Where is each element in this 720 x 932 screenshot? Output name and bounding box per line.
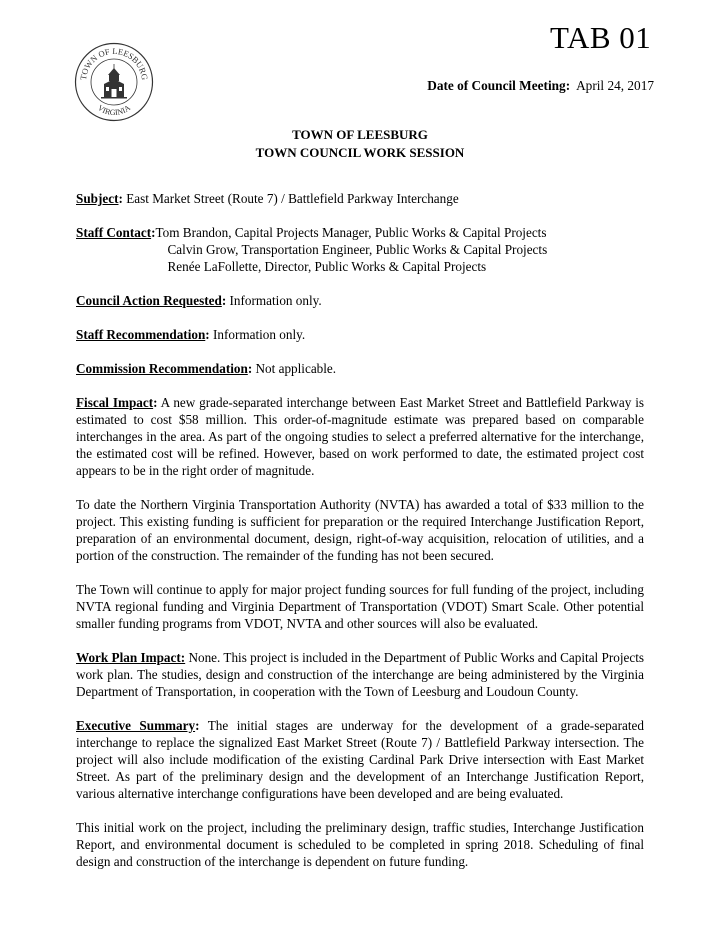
executive-summary-text: The initial stages are underway for the development of a grade-separated interchange to replace the signalized East Market Street (Route 7) / Battlefield Parkway intersection. The project will also include modification of the existing Cardinal Park Drive intersection with East Market Street. As part of the preliminary design and the development of an Interchange Justification Report, various alternative interchange configurations have been developed and are being evaluated. <box>76 718 644 801</box>
staff-contact-1: Tom Brandon, Capital Projects Manager, Public Works & Capital Projects <box>155 225 547 240</box>
council-action-text: Information only. <box>226 293 322 308</box>
fiscal-impact-colon: : <box>153 395 158 410</box>
fiscal-impact-label: Fiscal Impact <box>76 395 154 410</box>
council-action-colon: : <box>221 293 227 308</box>
staff-contact <box>76 224 644 275</box>
staff-recommendation-colon: : <box>205 327 210 342</box>
commission-recommendation-label: Commission Recommendation <box>76 361 248 376</box>
staff-contact-label: Staff Contact <box>76 225 152 240</box>
town-seal-logo <box>74 42 154 122</box>
meeting-date-value: April 24, 2017 <box>576 78 654 93</box>
council-action-label: Council Action Requested <box>76 293 222 308</box>
courthouse-icon <box>101 64 127 99</box>
staff-contact-3: Renée LaFollette, Director, Public Works & Capital Projects <box>167 259 487 274</box>
fiscal-nvta-paragraph: To date the Northern Virginia Transportation Authority (NVTA) has awarded a total of $33 million to the project. This existing funding is sufficient for preparation or the required Interchange Justification Report, preparation of an environmental document, design, right-of-way acquisition, relocation of utilities, and a portion of the construction. The remainder of the funding has not been secured. <box>76 497 644 563</box>
subject-colon: : <box>118 191 123 206</box>
subject-text: East Market Street (Route 7) / Battlefield Parkway Interchange <box>122 191 459 206</box>
fiscal-impact <box>76 394 644 479</box>
document-title <box>0 126 720 162</box>
meeting-date-label: Date of Council Meeting: <box>427 78 571 93</box>
subject-label: Subject <box>76 191 119 206</box>
commission-recommendation-colon: : <box>247 361 253 376</box>
commission-recommendation-text: Not applicable. <box>252 361 337 376</box>
work-plan-text: None. This project is included in the Department of Public Works and Capital Projects work plan. The studies, design and construction of the interchange are being administered by the Virginia Department of Transportation, in cooperation with the Town of Leesburg and Loudoun County. <box>76 650 644 699</box>
executive-summary <box>76 717 644 802</box>
seal-text-top: TOWN OF LEESBURG <box>78 45 151 81</box>
executive-summary-schedule: This initial work on the project, including the preliminary design, traffic studies, Interchange Justification Report, and environmental document is scheduled to be completed in spring 2018. Scheduling of final design and construction of the interchange is dependent on future funding. <box>76 820 644 869</box>
subject-line <box>76 190 644 207</box>
title-town: TOWN OF LEESBURG <box>292 127 428 142</box>
staff-contact-2: Calvin Grow, Transportation Engineer, Public Works & Capital Projects <box>167 242 548 257</box>
council-action <box>76 292 644 309</box>
tab-label: TAB 01 <box>550 20 652 55</box>
staff-contact-colon: : <box>151 225 156 240</box>
commission-recommendation <box>76 360 644 377</box>
fiscal-impact-text: A new grade-separated interchange between East Market Street and Battlefield Parkway is estimated to cost $58 million. This order-of-magnitude estimate was prepared based on comparable interchanges in the area. As part of the ongoing studies to select a preferred alternative for the interchange, the estimated cost will be refined. However, based on work performed to date, the estimated project cost appears to be in the right order of magnitude. <box>76 395 644 478</box>
executive-summary-label: Executive Summary <box>76 718 196 733</box>
seal-text-bottom: VIRGINIA <box>95 103 133 118</box>
work-plan-label: Work Plan Impact: <box>76 650 186 665</box>
meeting-date <box>427 78 654 94</box>
fiscal-funding-paragraph: The Town will continue to apply for major project funding sources for full funding of the project, including NVTA regional funding and Virginia Department of Transportation (VDOT) Smart Scale. Other potential smaller funding programs from VDOT, NVTA and other sources will also be evaluated. <box>76 582 644 631</box>
staff-recommendation <box>76 326 644 343</box>
memo-body <box>76 190 644 870</box>
work-plan-impact <box>76 649 644 700</box>
staff-recommendation-label: Staff Recommendation <box>76 327 206 342</box>
executive-summary-colon: : <box>195 718 200 733</box>
staff-recommendation-text: Information only. <box>209 327 306 342</box>
title-session: TOWN COUNCIL WORK SESSION <box>255 145 465 160</box>
